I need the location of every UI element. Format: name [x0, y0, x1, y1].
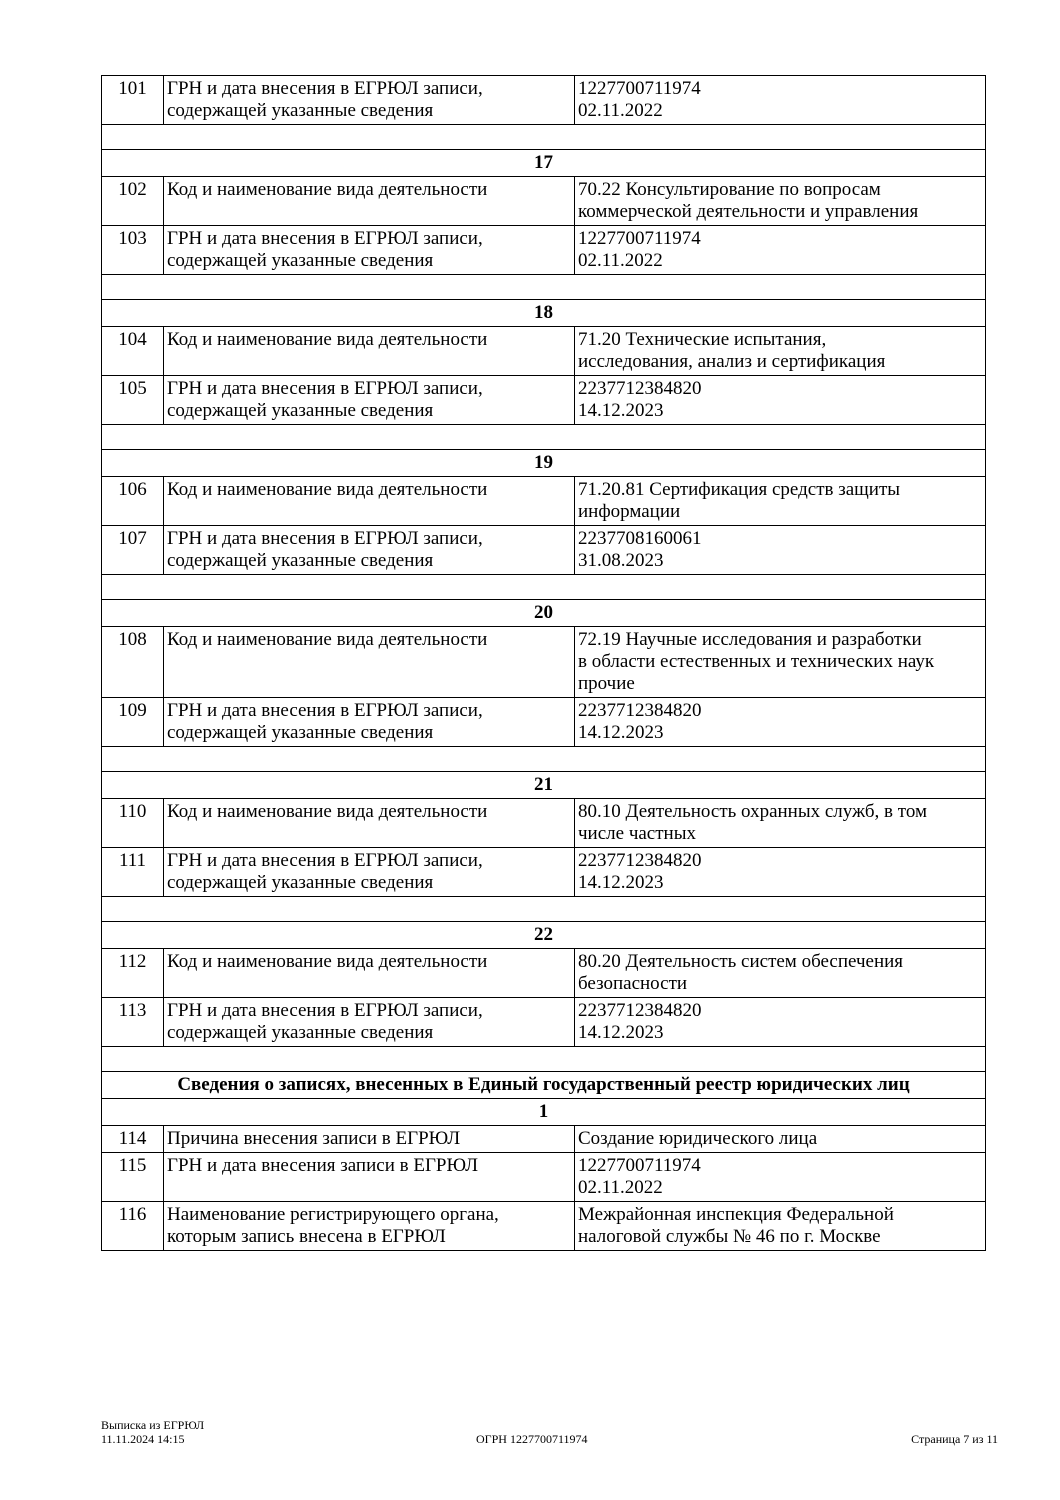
row-number: 114: [102, 1126, 164, 1153]
table-row: [102, 526, 986, 575]
group-header-row: [102, 922, 986, 949]
row-value: Создание юридического лица: [575, 1126, 986, 1153]
row-value: 80.20 Деятельность систем обеспечения безопасности: [575, 949, 986, 998]
row-value: 2237712384820 14.12.2023: [575, 698, 986, 747]
table-row: [102, 477, 986, 526]
section-title: Сведения о записях, внесенных в Единый государственный реестр юридических лиц: [102, 1072, 986, 1099]
table-row: [102, 376, 986, 425]
row-value: 1227700711974 02.11.2022: [575, 226, 986, 275]
row-value: Межрайонная инспекция Федеральной налоговой службы № 46 по г. Москве: [575, 1202, 986, 1251]
group-header-row: [102, 600, 986, 627]
spacer-row: [102, 425, 986, 450]
row-number: 112: [102, 949, 164, 998]
group-number: 17: [102, 150, 986, 177]
spacer-row: [102, 575, 986, 600]
footer-ogrn: ОГРН 1227700711974: [476, 1432, 588, 1446]
row-number: 103: [102, 226, 164, 275]
table-body: [102, 76, 986, 1251]
table-row: [102, 327, 986, 376]
table-row: [102, 1202, 986, 1251]
group-header-row: [102, 150, 986, 177]
row-label: ГРН и дата внесения в ЕГРЮЛ записи, содержащей указанные сведения: [164, 376, 575, 425]
table-row: [102, 698, 986, 747]
group-number: 21: [102, 772, 986, 799]
table-row: [102, 848, 986, 897]
row-label: ГРН и дата внесения записи в ЕГРЮЛ: [164, 1153, 575, 1202]
row-number: 110: [102, 799, 164, 848]
row-value: 2237712384820 14.12.2023: [575, 998, 986, 1047]
row-value: 1227700711974 02.11.2022: [575, 1153, 986, 1202]
table-row: [102, 76, 986, 125]
row-label: ГРН и дата внесения в ЕГРЮЛ записи, содержащей указанные сведения: [164, 76, 575, 125]
row-label: ГРН и дата внесения в ЕГРЮЛ записи, содержащей указанные сведения: [164, 848, 575, 897]
row-value: 2237708160061 31.08.2023: [575, 526, 986, 575]
group-number: 1: [102, 1099, 986, 1126]
group-header-row: [102, 300, 986, 327]
row-label: Код и наименование вида деятельности: [164, 799, 575, 848]
footer-datetime: 11.11.2024 14:15: [101, 1432, 185, 1446]
spacer-cell: [102, 125, 986, 150]
row-label: ГРН и дата внесения в ЕГРЮЛ записи, содержащей указанные сведения: [164, 698, 575, 747]
spacer-row: [102, 747, 986, 772]
row-label: Код и наименование вида деятельности: [164, 627, 575, 698]
row-number: 111: [102, 848, 164, 897]
row-number: 115: [102, 1153, 164, 1202]
row-number: 113: [102, 998, 164, 1047]
footer-doc-title: Выписка из ЕГРЮЛ: [101, 1418, 205, 1432]
row-value: 70.22 Консультирование по вопросам коммерческой деятельности и управления: [575, 177, 986, 226]
group-header-row: [102, 772, 986, 799]
row-value: 2237712384820 14.12.2023: [575, 848, 986, 897]
table-row: [102, 627, 986, 698]
row-label: Причина внесения записи в ЕГРЮЛ: [164, 1126, 575, 1153]
row-label: ГРН и дата внесения в ЕГРЮЛ записи, содержащей указанные сведения: [164, 526, 575, 575]
row-label: Наименование регистрирующего органа, которым запись внесена в ЕГРЮЛ: [164, 1202, 575, 1251]
group-number: 22: [102, 922, 986, 949]
row-value: 71.20 Технические испытания, исследования, анализ и сертификация: [575, 327, 986, 376]
row-number: 109: [102, 698, 164, 747]
row-label: Код и наименование вида деятельности: [164, 327, 575, 376]
spacer-row: [102, 1047, 986, 1072]
spacer-cell: [102, 897, 986, 922]
row-label: Код и наименование вида деятельности: [164, 177, 575, 226]
group-header-row: [102, 450, 986, 477]
spacer-cell: [102, 747, 986, 772]
row-number: 106: [102, 477, 164, 526]
row-label: ГРН и дата внесения в ЕГРЮЛ записи, содержащей указанные сведения: [164, 998, 575, 1047]
row-number: 102: [102, 177, 164, 226]
row-number: 104: [102, 327, 164, 376]
row-value: 1227700711974 02.11.2022: [575, 76, 986, 125]
row-number: 108: [102, 627, 164, 698]
spacer-row: [102, 897, 986, 922]
row-value: 80.10 Деятельность охранных служб, в том числе частных: [575, 799, 986, 848]
table-row: [102, 799, 986, 848]
footer-left: [101, 1418, 204, 1446]
row-number: 101: [102, 76, 164, 125]
footer-page-number: Страница 7 из 11: [911, 1432, 998, 1446]
row-value: 2237712384820 14.12.2023: [575, 376, 986, 425]
row-value: 71.20.81 Сертификация средств защиты информации: [575, 477, 986, 526]
row-label: ГРН и дата внесения в ЕГРЮЛ записи, содержащей указанные сведения: [164, 226, 575, 275]
row-number: 107: [102, 526, 164, 575]
section-header-row: [102, 1072, 986, 1099]
spacer-row: [102, 275, 986, 300]
row-label: Код и наименование вида деятельности: [164, 477, 575, 526]
egrul-extract-table: [101, 75, 986, 1251]
table-row: [102, 1126, 986, 1153]
spacer-cell: [102, 425, 986, 450]
spacer-cell: [102, 275, 986, 300]
row-number: 105: [102, 376, 164, 425]
spacer-cell: [102, 575, 986, 600]
table-row: [102, 998, 986, 1047]
table-row: [102, 177, 986, 226]
table-row: [102, 226, 986, 275]
group-number: 18: [102, 300, 986, 327]
row-label: Код и наименование вида деятельности: [164, 949, 575, 998]
table-row: [102, 1153, 986, 1202]
group-number: 19: [102, 450, 986, 477]
group-number: 20: [102, 600, 986, 627]
group-header-row: [102, 1099, 986, 1126]
table-row: [102, 949, 986, 998]
row-value: 72.19 Научные исследования и разработки в области естественных и технических наук прочие: [575, 627, 986, 698]
spacer-row: [102, 125, 986, 150]
spacer-cell: [102, 1047, 986, 1072]
row-number: 116: [102, 1202, 164, 1251]
